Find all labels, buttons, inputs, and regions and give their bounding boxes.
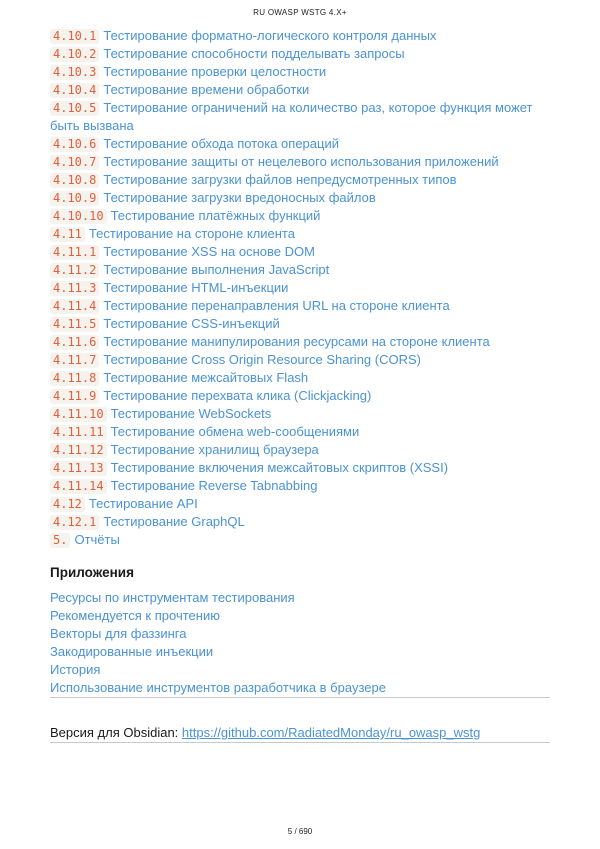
toc-link[interactable]: Тестирование обмена web-сообщениями xyxy=(110,424,360,439)
section-number-badge: 4.10.1 xyxy=(50,29,99,44)
appendix-link[interactable]: Закодированные инъекции xyxy=(50,644,214,659)
section-number-badge: 4.11.5 xyxy=(50,317,99,332)
toc-link[interactable]: Тестирование WebSockets xyxy=(110,406,272,421)
section-number-badge: 4.10.2 xyxy=(50,47,99,62)
section-number-badge: 4.10.4 xyxy=(50,83,99,98)
toc-item xyxy=(50,207,550,225)
section-number-badge: 4.10.3 xyxy=(50,65,99,80)
page-content xyxy=(0,27,600,743)
section-number-badge: 4.11.8 xyxy=(50,371,99,386)
toc-item xyxy=(50,495,550,513)
document-header: RU OWASP WSTG 4.X+ xyxy=(253,8,347,17)
section-number-badge: 4.11.9 xyxy=(50,389,99,404)
appendix-link[interactable]: История xyxy=(50,662,101,677)
toc-link[interactable]: Тестирование перехвата клика (Clickjacking) xyxy=(103,388,372,403)
toc-item xyxy=(50,279,550,297)
section-number-badge: 4.11.2 xyxy=(50,263,99,278)
toc-item xyxy=(50,387,550,405)
section-number-badge: 4.10.6 xyxy=(50,137,99,152)
obsidian-repo-link[interactable]: https://github.com/RadiatedMonday/ru_owasp_wstg xyxy=(181,725,481,740)
toc-item xyxy=(50,189,550,207)
toc-link[interactable]: Тестирование загрузки файлов непредусмотренных типов xyxy=(103,172,457,187)
toc-item xyxy=(50,99,550,135)
section-number-badge: 4.11.11 xyxy=(50,425,107,440)
toc-item xyxy=(50,171,550,189)
section-number-badge: 4.11.3 xyxy=(50,281,99,296)
toc-item xyxy=(50,333,550,351)
toc-item xyxy=(50,477,550,495)
appendix-links xyxy=(50,589,550,697)
list-item xyxy=(50,643,550,661)
toc-item xyxy=(50,441,550,459)
section-number-badge: 4.10.10 xyxy=(50,209,107,224)
toc-item xyxy=(50,369,550,387)
toc-item xyxy=(50,351,550,369)
toc-link[interactable]: Тестирование проверки целостности xyxy=(103,64,327,79)
table-of-contents xyxy=(50,27,550,549)
list-item xyxy=(50,607,550,625)
divider-top xyxy=(50,697,550,698)
toc-item xyxy=(50,315,550,333)
section-number-badge: 4.10.9 xyxy=(50,191,99,206)
toc-link[interactable]: Тестирование защиты от нецелевого использования приложений xyxy=(103,154,499,169)
section-number-badge: 4.12.1 xyxy=(50,515,99,530)
toc-link[interactable]: Тестирование ограничений на количество раз, которое функция может быть вызвана xyxy=(50,100,533,133)
toc-item xyxy=(50,531,550,549)
toc-link[interactable]: Тестирование хранилищ браузера xyxy=(110,442,319,457)
section-number-badge: 4.11 xyxy=(50,227,85,242)
appendix-heading: Приложения xyxy=(50,565,134,580)
toc-link[interactable]: Тестирование Reverse Tabnabbing xyxy=(110,478,318,493)
section-number-badge: 4.10.5 xyxy=(50,101,99,116)
toc-item xyxy=(50,513,550,531)
toc-link[interactable]: Тестирование XSS на основе DOM xyxy=(103,244,315,259)
section-number-badge: 5. xyxy=(50,533,70,548)
toc-link[interactable]: Тестирование манипулирования ресурсами на стороне клиента xyxy=(103,334,490,349)
toc-link[interactable]: Тестирование перенаправления URL на стороне клиента xyxy=(103,298,450,313)
list-item xyxy=(50,661,550,679)
section-number-badge: 4.11.4 xyxy=(50,299,99,314)
toc-item xyxy=(50,45,550,63)
list-item xyxy=(50,625,550,643)
toc-link[interactable]: Отчёты xyxy=(74,532,120,547)
list-item xyxy=(50,589,550,607)
section-number-badge: 4.11.10 xyxy=(50,407,107,422)
toc-item xyxy=(50,27,550,45)
toc-item xyxy=(50,81,550,99)
toc-link[interactable]: Тестирование API xyxy=(88,496,198,511)
toc-link[interactable]: Тестирование HTML-инъекции xyxy=(103,280,289,295)
section-number-badge: 4.11.12 xyxy=(50,443,107,458)
toc-link[interactable]: Тестирование загрузки вредоносных файлов xyxy=(103,190,376,205)
toc-item xyxy=(50,135,550,153)
toc-link[interactable]: Тестирование на стороне клиента xyxy=(88,226,295,241)
toc-item xyxy=(50,297,550,315)
toc-link[interactable]: Тестирование платёжных функций xyxy=(110,208,321,223)
toc-link[interactable]: Тестирование межсайтовых Flash xyxy=(103,370,309,385)
obsidian-version-line xyxy=(50,724,550,742)
section-number-badge: 4.10.8 xyxy=(50,173,99,188)
appendix-link[interactable]: Ресурсы по инструментам тестирования xyxy=(50,590,295,605)
list-item xyxy=(50,679,550,697)
section-number-badge: 4.11.13 xyxy=(50,461,107,476)
toc-item xyxy=(50,63,550,81)
section-number-badge: 4.11.6 xyxy=(50,335,99,350)
appendix-link[interactable]: Векторы для фаззинга xyxy=(50,626,187,641)
section-number-badge: 4.12 xyxy=(50,497,85,512)
toc-link[interactable]: Тестирование времени обработки xyxy=(103,82,310,97)
page-number: 5 / 690 xyxy=(287,827,313,836)
toc-item xyxy=(50,423,550,441)
toc-link[interactable]: Тестирование форматно-логического контроля данных xyxy=(103,28,437,43)
appendix-link[interactable]: Использование инструментов разработчика в браузере xyxy=(50,680,386,695)
toc-item xyxy=(50,153,550,171)
section-number-badge: 4.11.7 xyxy=(50,353,99,368)
divider-bottom xyxy=(50,742,550,743)
toc-link[interactable]: Тестирование включения межсайтовых скриптов (XSSI) xyxy=(110,460,449,475)
toc-link[interactable]: Тестирование выполнения JavaScript xyxy=(103,262,330,277)
obsidian-label: Версия для Obsidian: xyxy=(50,725,182,740)
section-number-badge: 4.10.7 xyxy=(50,155,99,170)
toc-item xyxy=(50,243,550,261)
section-number-badge: 4.11.14 xyxy=(50,479,107,494)
toc-link[interactable]: Тестирование CSS-инъекций xyxy=(103,316,280,331)
section-number-badge: 4.11.1 xyxy=(50,245,99,260)
toc-link[interactable]: Тестирование Cross Origin Resource Sharing (CORS) xyxy=(103,352,421,367)
toc-link[interactable]: Тестирование GraphQL xyxy=(103,514,245,529)
toc-link[interactable]: Тестирование способности подделывать запросы xyxy=(103,46,405,61)
toc-item xyxy=(50,225,550,243)
toc-item xyxy=(50,261,550,279)
toc-item xyxy=(50,459,550,477)
toc-link[interactable]: Тестирование обхода потока операций xyxy=(103,136,339,151)
appendix-link[interactable]: Рекомендуется к прочтению xyxy=(50,608,220,623)
toc-item xyxy=(50,405,550,423)
